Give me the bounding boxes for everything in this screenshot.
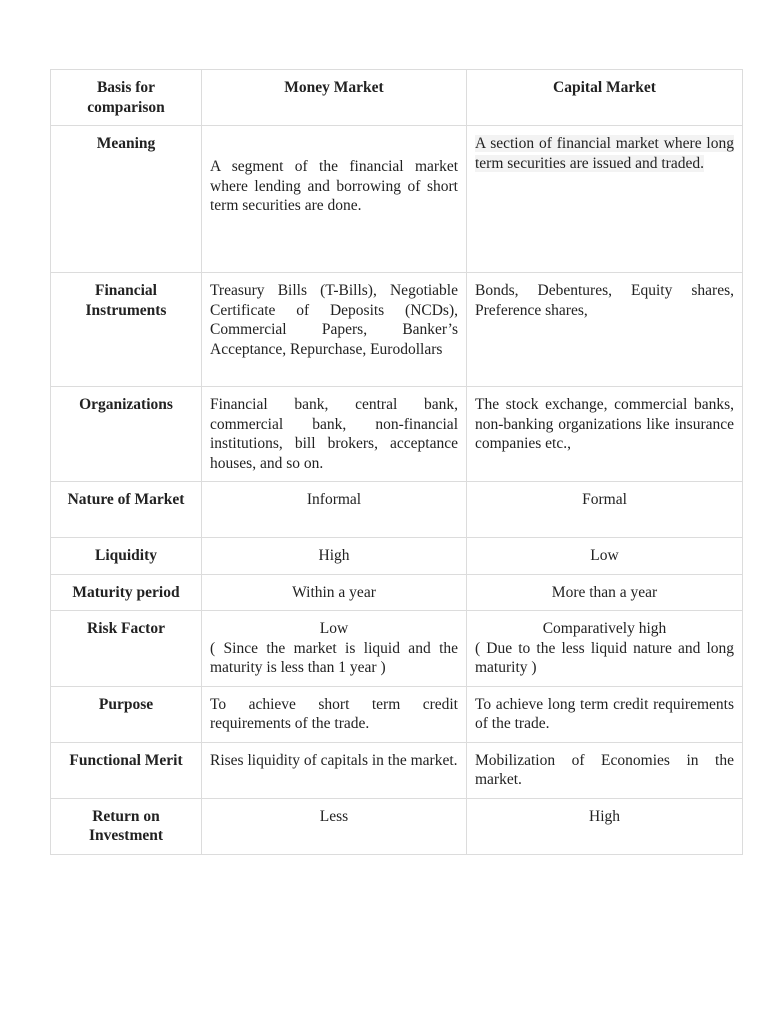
row-label: Risk Factor <box>51 611 202 687</box>
table-row <box>51 482 743 538</box>
table-row <box>51 574 743 611</box>
row-label: Organizations <box>51 387 202 482</box>
row-label: Maturity period <box>51 574 202 611</box>
capital-cell: Low <box>467 538 743 575</box>
table-header-row <box>51 70 743 126</box>
capital-cell <box>467 126 743 273</box>
money-risk-note: ( Since the market is liquid and the maturity is less than 1 year ) <box>210 639 458 676</box>
table-row <box>51 387 743 482</box>
money-risk-level: Low <box>319 620 349 637</box>
money-cell: Informal <box>202 482 467 538</box>
capital-risk-level: Comparatively high <box>542 620 667 637</box>
capital-meaning-text: A section of financial market where long term securities are issued and traded. <box>475 135 734 172</box>
row-label: Financial Instruments <box>51 273 202 387</box>
money-cell: High <box>202 538 467 575</box>
table-row <box>51 798 743 854</box>
capital-cell: Formal <box>467 482 743 538</box>
row-label: Meaning <box>51 126 202 273</box>
row-label: Nature of Market <box>51 482 202 538</box>
capital-risk-note: ( Due to the less liquid nature and long maturity ) <box>475 639 734 676</box>
header-capital-market: Capital Market <box>467 70 743 126</box>
table-row <box>51 538 743 575</box>
comparison-table <box>50 69 743 855</box>
row-label: Functional Merit <box>51 742 202 798</box>
table-row <box>51 742 743 798</box>
money-cell: To achieve short term credit requirements of the trade. <box>202 686 467 742</box>
header-basis: Basis for comparison <box>51 70 202 126</box>
row-label: Liquidity <box>51 538 202 575</box>
capital-cell: To achieve long term credit requirements of the trade. <box>467 686 743 742</box>
row-label: Return on Investment <box>51 798 202 854</box>
money-cell: Treasury Bills (T-Bills), Negotiable Certificate of Deposits (NCDs), Commercial Papers, Banker’s Acceptance, Repurchase, Eurodollars <box>202 273 467 387</box>
money-cell: Rises liquidity of capitals in the market. <box>202 742 467 798</box>
money-cell: Within a year <box>202 574 467 611</box>
capital-cell: Mobilization of Economies in the market. <box>467 742 743 798</box>
table-row <box>51 686 743 742</box>
money-meaning-text: A segment of the financial market where lending and borrowing of short term securities are done. <box>210 158 458 214</box>
capital-cell <box>467 611 743 687</box>
capital-cell: Bonds, Debentures, Equity shares, Preference shares, <box>467 273 743 387</box>
table-row <box>51 273 743 387</box>
money-cell: Financial bank, central bank, commercial bank, non-financial institutions, bill brokers, acceptance houses, and so on. <box>202 387 467 482</box>
capital-cell: High <box>467 798 743 854</box>
money-cell <box>202 126 467 273</box>
table-row <box>51 611 743 687</box>
table-row <box>51 126 743 273</box>
money-cell: Less <box>202 798 467 854</box>
capital-cell: More than a year <box>467 574 743 611</box>
money-cell <box>202 611 467 687</box>
row-label: Purpose <box>51 686 202 742</box>
capital-cell: The stock exchange, commercial banks, non-banking organizations like insurance companies etc., <box>467 387 743 482</box>
header-money-market: Money Market <box>202 70 467 126</box>
